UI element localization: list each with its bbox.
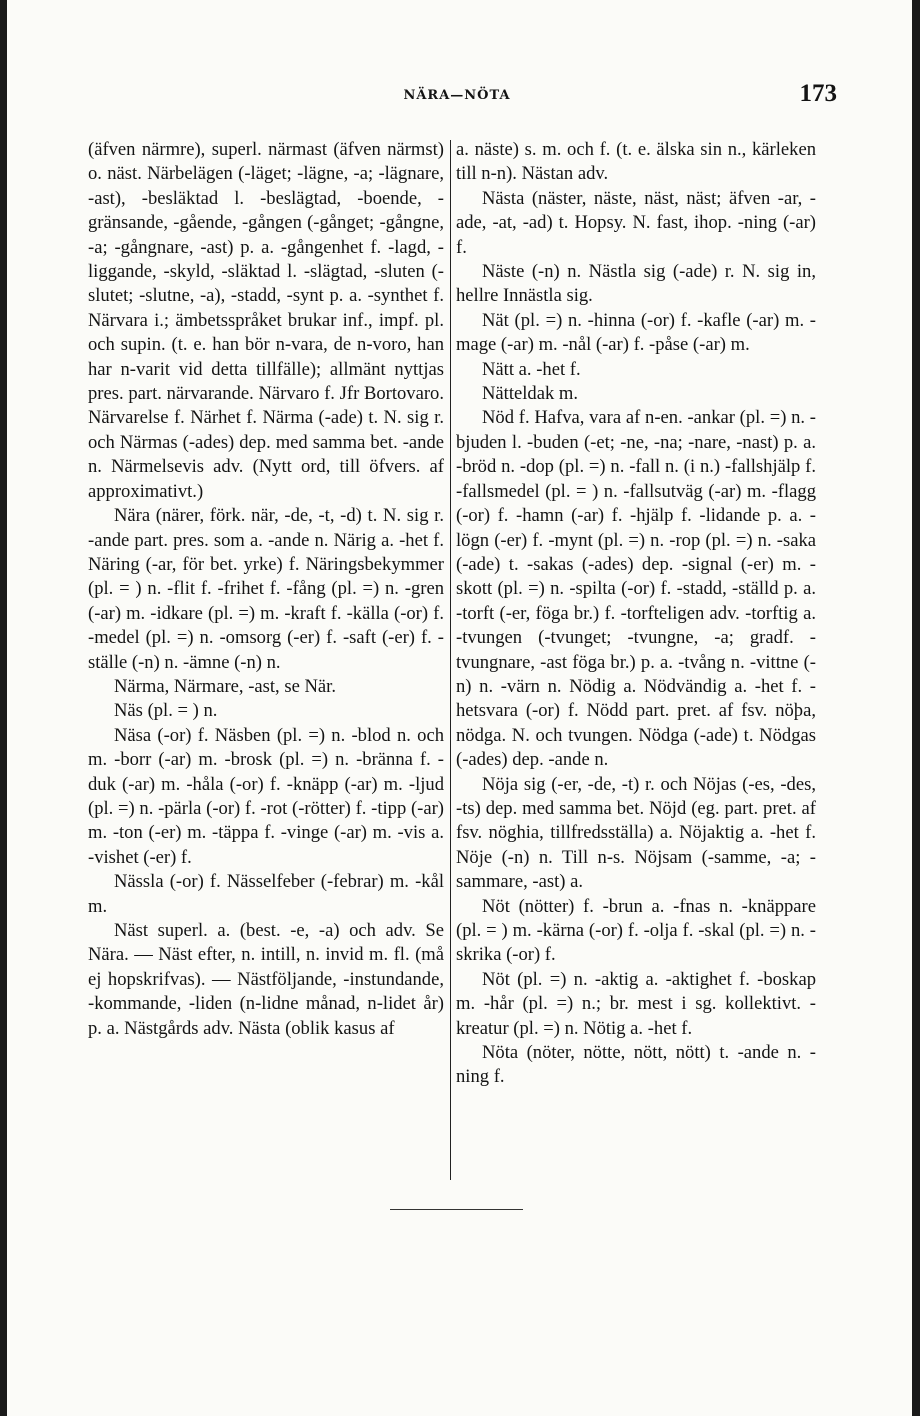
entry-paragraph: Nätt a. -het f. bbox=[482, 358, 581, 380]
footer-rule bbox=[390, 1209, 523, 1210]
entry-paragraph: (äfven närmre), superl. närmast (äfven närmst) o. näst. Närbelägen (-läget; -lägne, -a; -lägnare, -ast), -besläktad l. -beslägtad, -boende, -gränsande, -gående, -gången (-gånget; -gångne, -a; -gångnare, -ast) p. a. -gångenhet f. -lagd, -liggande, -skyld, -släktad l. -slägtad, -sluten (-slutet; -slutne, -a), -stadd, -synt p. a. -synthet f. Närvara i.; ämbetsspråket brukar inf., impf. pl. och supin. (t. e. han bör n-vara, de n-voro, han har n-varit vid detta tillfälle); allmänt nyttjas pres. part. närvarande. Närvaro f. Jfr Bortovaro. Närvarelse f. Närhet f. Närma (-ade) t. N. sig r. och Närmas (-ades) dep. med samma bet. -ande n. Närmelsevis adv. (Nytt ord, till öfvers. af approximativt.) bbox=[88, 139, 444, 502]
entry-paragraph: Nöt (nötter) f. -brun a. -fnas n. -knäppare (pl. = ) m. -kärna (-or) f. -olja f. -skal (pl. =) n. -skrika (-or) f. bbox=[456, 895, 816, 966]
entry-paragraph: Nära (närer, förk. när, -de, -t, -d) t. N. sig r. -ande part. pres. som a. -ande n. Närig a. -het f. Näring (-ar, för bet. yrke) f. Näringsbekymmer (pl. = ) n. -flit f. -frihet f. -fång (pl. =) n. -gren (-ar) m. -idkare (pl. =) m. -kraft f. -källa (-or) f. -medel (pl. =) n. -omsorg (-er) f. -saft (-er) f. -ställe (-n) n. -ämne (-n) n. bbox=[88, 505, 444, 673]
column-divider bbox=[450, 140, 451, 1180]
page-number: 173 bbox=[799, 80, 837, 107]
entry-paragraph: Nöta (nöter, nötte, nött, nött) t. -ande n. -ning f. bbox=[456, 1042, 816, 1088]
entry-paragraph: Nässla (-or) f. Nässelfeber (-febrar) m. -kål m. bbox=[88, 871, 444, 917]
entry-paragraph: Nät (pl. =) n. -hinna (-or) f. -kafle (-ar) m. -mage (-ar) m. -nål (-ar) f. -påse (-ar) m. bbox=[456, 309, 816, 356]
entry-paragraph: Nöt (pl. =) n. -aktig a. -aktighet f. -boskap m. -hår (pl. =) n.; br. mest i sg. kollektivt. -kreatur (pl. =) n. Nötig a. -het f. bbox=[456, 968, 816, 1039]
entry-paragraph: Nöd f. Hafva, vara af n-en. -ankar (pl. =) n. -bjuden l. -buden (-et; -ne, -na; -nare, -nast) p. a. -bröd n. -dop (pl. =) n. -fall n. (i n.) -fallshjälp f. -fallsmedel (pl. = ) n. -fallsutväg (-ar) m. -flagg (-or) f. -hamn (-ar) f. -hjälp f. -lidande p. a. -lögn (-er) f. -mynt (pl. =) n. -rop (pl. =) n. -saka (-ade) t. -sakas (-ades) dep. -signal (-er) m. -skott (pl. =) n. -spilta (-or) f. -stadd, -ställd p. a. -torft (-er, föga br.) f. -torfteligen adv. -torftig a. -tvungen (-tvunget; -tvungne, -a; gradf. -tvungnare, -ast föga br.) p. a. -tvång n. -vittne (-n) n. -värn n. Nödig a. Nödvändig a. -het f. -hetsvara (-or) f. Nödd part. pret. af fsv. nöþa, nödga. N. och tvungen. Nödga (-ade) t. Nödgas (-ades) dep. -ande n. bbox=[456, 407, 816, 771]
entry-paragraph: Näsa (-or) f. Näsben (pl. =) n. -blod n. och m. -borr (-ar) m. -brosk (pl. =) n. -bränna f. -duk (-ar) m. -håla (-or) f. -knäpp (-ar) m. -ljud (pl. =) n. -pärla (-or) f. -rot (-rötter) f. -tipp (-ar) m. -ton (-er) m. -täppa f. -vinge (-ar) m. -vis a. -vishet (-er) f. bbox=[88, 724, 444, 868]
entry-paragraph: Nätteldak m. bbox=[482, 383, 579, 405]
right-column bbox=[456, 138, 816, 1090]
entry-paragraph: Nöja sig (-er, -de, -t) r. och Nöjas (-es, -des, -ts) dep. med samma bet. Nöjd (eg. part. pret. af fsv. nöghia, tillfredsställa) a. Nöjaktig a. -het f. Nöje (-n) n. Till n-s. Nöjsam (-samme, -a; -sammare, -ast) a. bbox=[456, 773, 816, 893]
entry-paragraph: Närma, Närmare, -ast, se När. bbox=[114, 675, 336, 697]
entry-paragraph: Näs (pl. = ) n. bbox=[114, 700, 218, 722]
dictionary-page bbox=[7, 0, 912, 1416]
entry-paragraph: Näste (-n) n. Nästla sig (-ade) r. N. sig in, hellre Innästla sig. bbox=[456, 261, 816, 307]
entry-paragraph: Nästa (näster, näste, näst, näst; äfven -ar, -ade, -at, -ad) t. Hopsy. N. fast, ihop. -ning (-ar) f. bbox=[456, 187, 816, 258]
left-column bbox=[88, 138, 444, 1041]
running-head: NÄRA—NÖTA bbox=[403, 88, 511, 103]
entry-paragraph: Näst superl. a. (best. -e, -a) och adv. Se Nära. — Näst efter, n. intill, n. invid m. fl. (må ej hopskrifvas). — Nästföljande, -instundande, -kommande, -liden (n-lidne månad, n-lidet år) p. a. Nästgårds adv. Nästa (oblik kasus af bbox=[88, 920, 444, 1039]
entry-paragraph: a. näste) s. m. och f. (t. e. älska sin n., kärleken till n-n). Nästan adv. bbox=[456, 139, 816, 185]
